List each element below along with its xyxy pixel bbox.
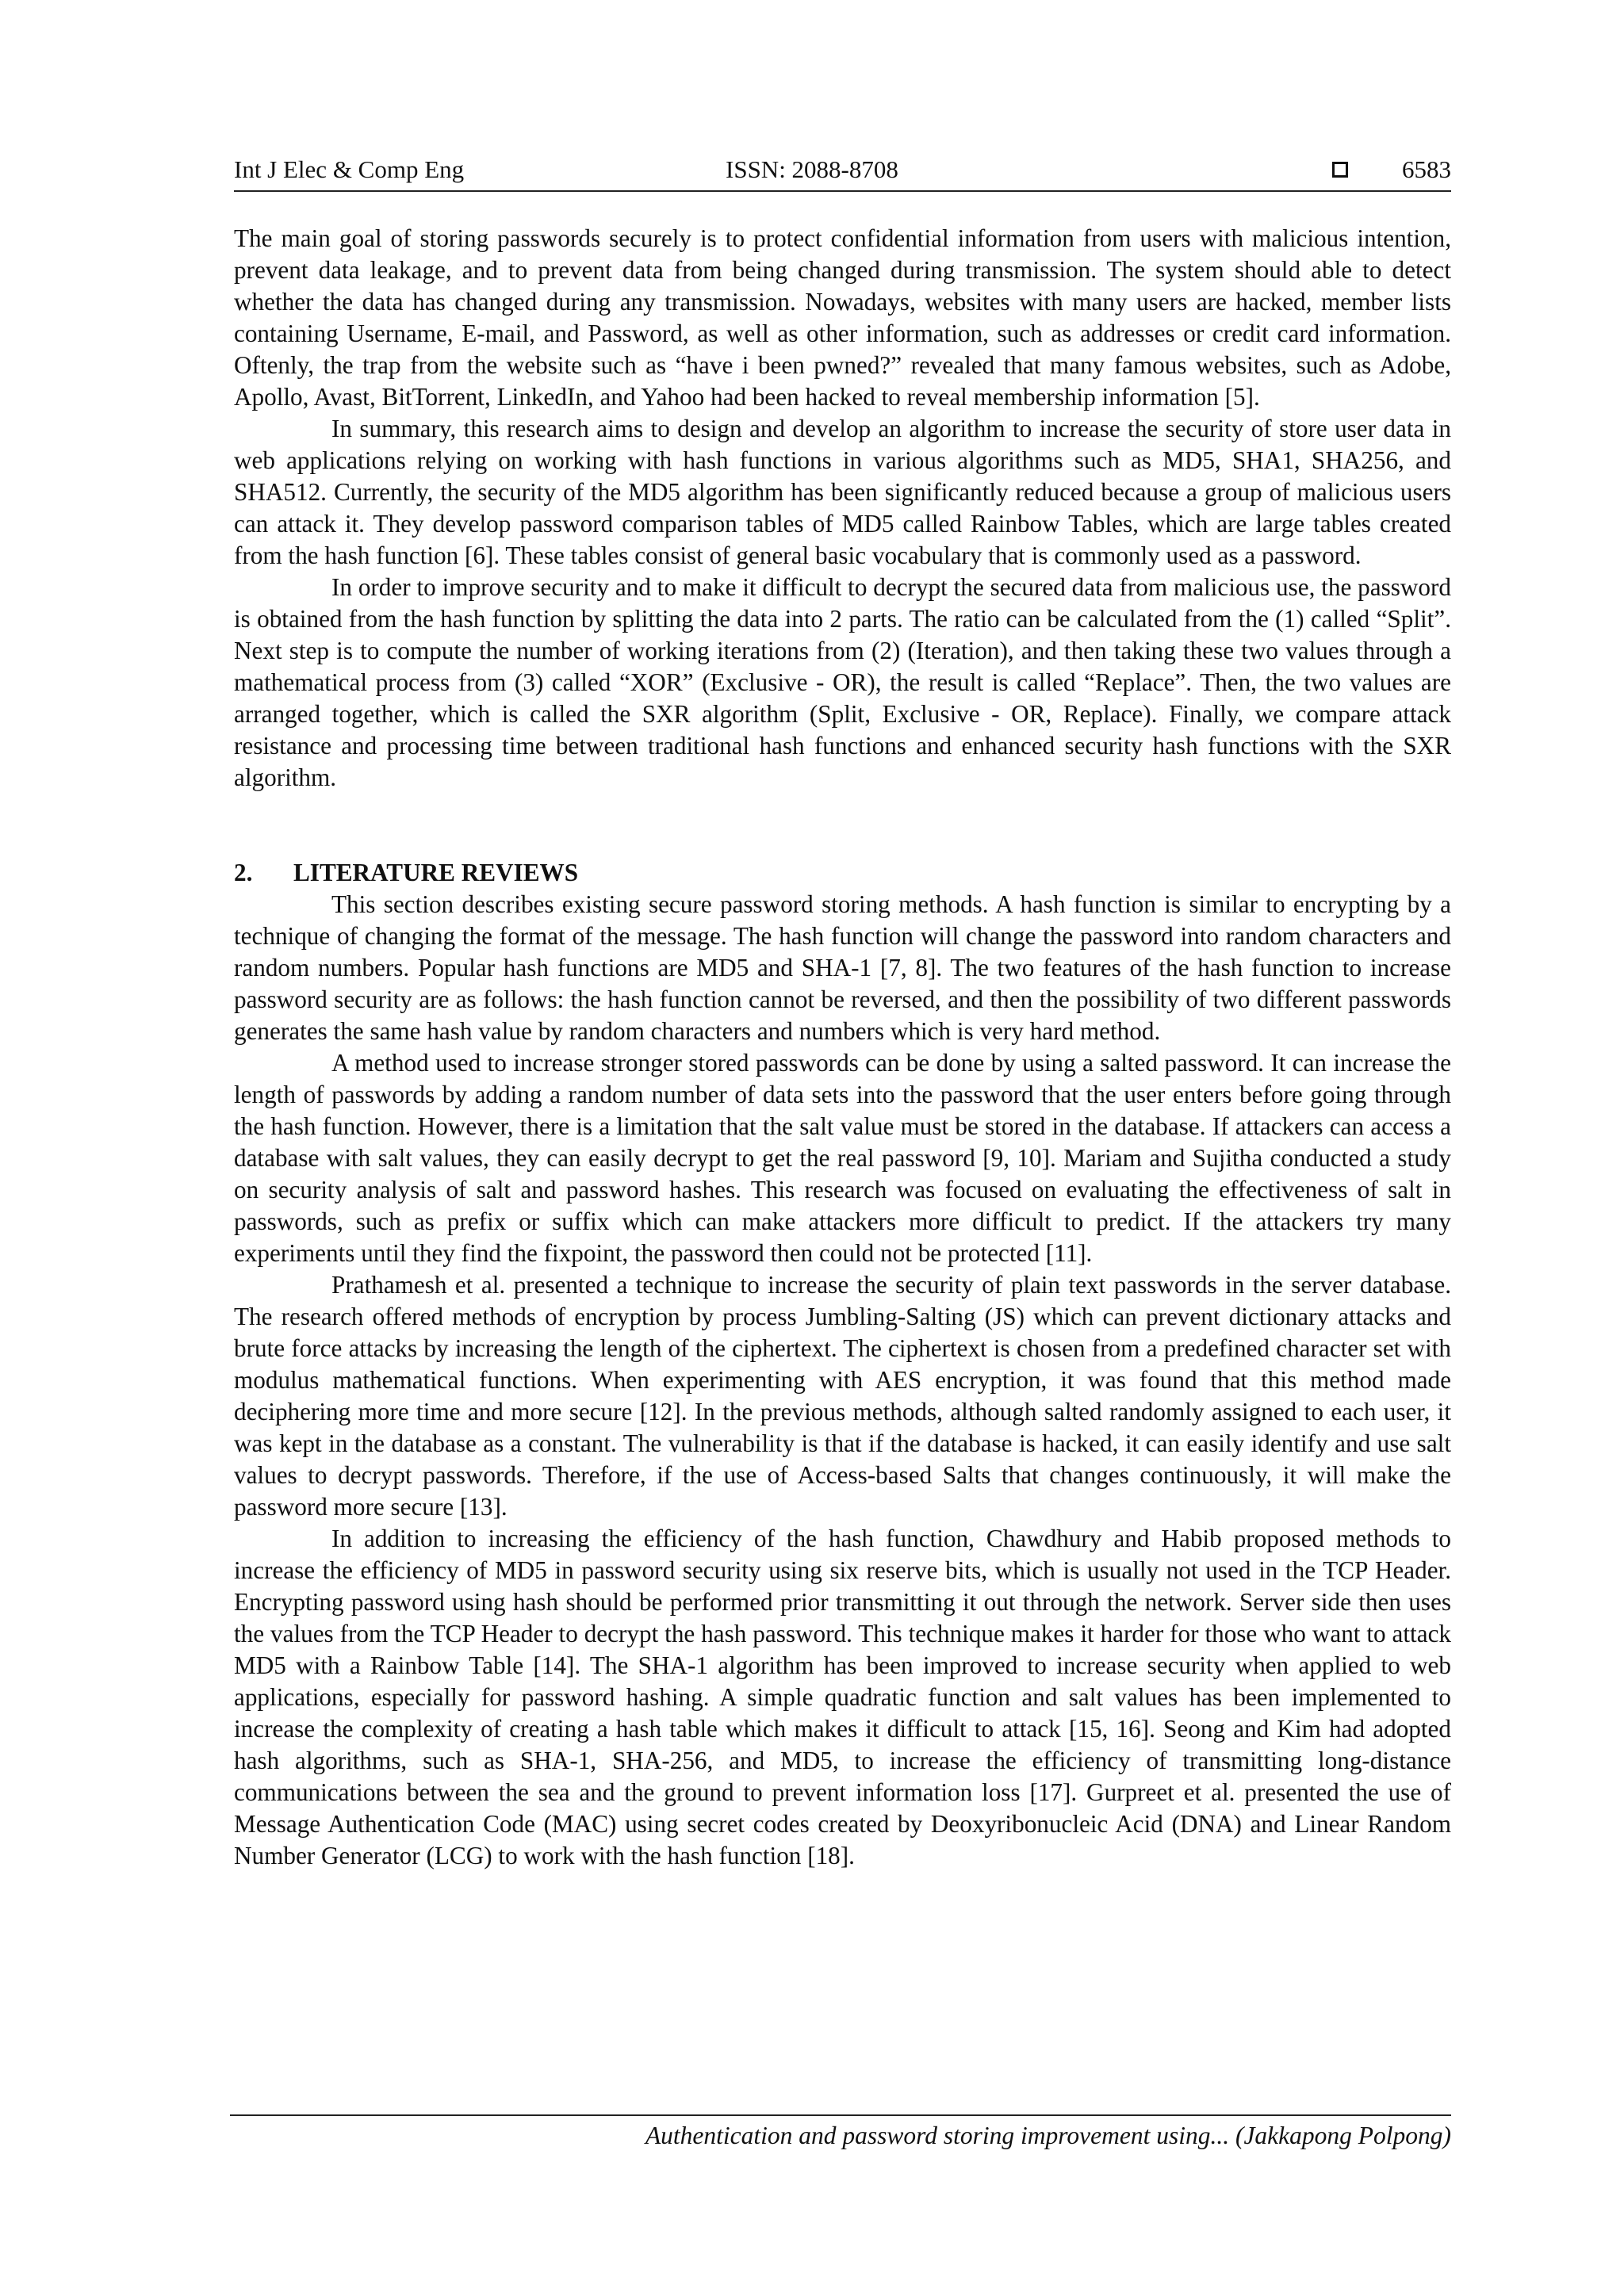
section-paragraph-4: In addition to increasing the efficiency of the hash function, Chawdhury and Habib proposed methods to increase the efficiency of MD5 in password security using six reserve bits, which is usually not used in the TCP Header. Encrypting password using hash should be performed prior transmitting it out through the network. Server side then uses the values from the TCP Header to decrypt the hash password. This technique makes it harder for those who want to attack MD5 with a Rainbow Table [14]. The SHA-1 algorithm has been improved to increase security when applied to web applications, especially for password hashing. A simple quadratic function and salt values has been implemented to increase the complexity of creating a hash table which makes it difficult to attack [15, 16]. Seong and Kim had adopted hash algorithms, such as SHA-1, SHA-256, and MD5, to increase the efficiency of transmitting long-distance communications between the sea and the ground to prevent information loss [17]. Gurpreet et al. presented the use of Message Authentication Code (MAC) using secret codes created by Deoxyribonucleic Acid (DNA) and Linear Random Number Generator (LCG) to work with the hash function [18].: [234, 1525, 1451, 1869]
intro-paragraph-3: In order to improve security and to make it difficult to decrypt the secured data from malicious use, the password is obtained from the hash function by splitting the data into 2 parts. The ratio can be calculated from the (1) called “Split”. Next step is to compute the number of working iterations from (2) (Iteration), and then taking these two values through a mathematical process from (3) called “XOR” (Exclusive - OR), the result is called “Replace”. Then, the two values are arranged together, which is called the SXR algorithm (Split, Exclusive - OR, Replace). Finally, we compare attack resistance and processing time between traditional hash functions and enhanced security hash functions with the SXR algorithm.: [234, 573, 1451, 791]
body-text: [234, 223, 1451, 1872]
running-footer: Authentication and password storing improvement using... (Jakkapong Polpong): [645, 2122, 1451, 2149]
section-paragraph-3: Prathamesh et al. presented a technique to increase the security of plain text passwords in the server database. The research offered methods of encryption by process Jumbling-Salting (JS) which can prevent dictionary attacks and brute force attacks by increasing the length of the ciphertext. The ciphertext is chosen from a predefined character set with modulus mathematical functions. When experimenting with AES encryption, it was found that this method made deciphering more time and more secure [12]. In the previous methods, although salted randomly assigned to each user, it was kept in the database as a constant. The vulnerability is that if the database is hacked, it can easily identify and use salt values to decrypt passwords. Therefore, if the use of Access-based Salts that changes continuously, it will make the password more secure [13].: [234, 1271, 1451, 1521]
page-header: [234, 155, 1451, 192]
checkbox-square-icon: [1332, 162, 1348, 178]
section-heading: [234, 857, 1451, 889]
intro-paragraph-1: The main goal of storing passwords securely is to protect confidential information from users with malicious intention, prevent data leakage, and to prevent data from being changed during transmission. The system should able to detect whether the data has changed during any transmission. Nowadays, websites with many users are hacked, member lists containing Username, E-mail, and Password, as well as other information, such as addresses or credit card information. Oftenly, the trap from the website such as “have i been pwned?” revealed that many famous websites, such as Adobe, Apollo, Avast, BitTorrent, LinkedIn, and Yahoo had been hacked to reveal membership information [5].: [234, 224, 1451, 411]
journal-name: Int J Elec & Comp Eng: [234, 155, 465, 183]
section-paragraph-1: This section describes existing secure password storing methods. A hash function is similar to encrypting by a technique of changing the format of the message. The hash function will change the password into random characters and random numbers. Popular hash functions are MD5 and SHA-1 [7, 8]. The two features of the hash function to increase password security are as follows: the hash function cannot be reversed, and then the possibility of two different passwords generates the same hash value by random characters and numbers which is very hard method.: [234, 890, 1451, 1045]
section-paragraph-2: A method used to increase stronger stored passwords can be done by using a salted password. It can increase the length of passwords by adding a random number of data sets into the password that the user enters before going through the hash function. However, there is a limitation that the salt value must be stored in the database. If attackers can access a database with salt values, they can easily decrypt to get the real password [9, 10]. Mariam and Sujitha conducted a study on security analysis of salt and password hashes. This research was focused on evaluating the effectiveness of salt in passwords, such as prefix or suffix which can make attackers more difficult to predict. If the attackers try many experiments until they find the fixpoint, the password then could not be protected [11].: [234, 1049, 1451, 1267]
section-title: LITERATURE REVIEWS: [293, 859, 579, 886]
intro-paragraph-2: In summary, this research aims to design and develop an algorithm to increase the security of store user data in web applications relying on working with hash functions in various algorithms such as MD5, SHA1, SHA256, and SHA512. Currently, the security of the MD5 algorithm has been significantly reduced because a group of malicious users can attack it. They develop password comparison tables of MD5 called Rainbow Tables, which are large tables created from the hash function [6]. These tables consist of general basic vocabulary that is commonly used as a password.: [234, 415, 1451, 569]
footer-divider: [230, 2114, 1451, 2116]
section-number: 2.: [234, 859, 253, 886]
issn: ISSN: 2088-8708: [726, 155, 898, 183]
page-number: 6583: [1402, 155, 1451, 183]
